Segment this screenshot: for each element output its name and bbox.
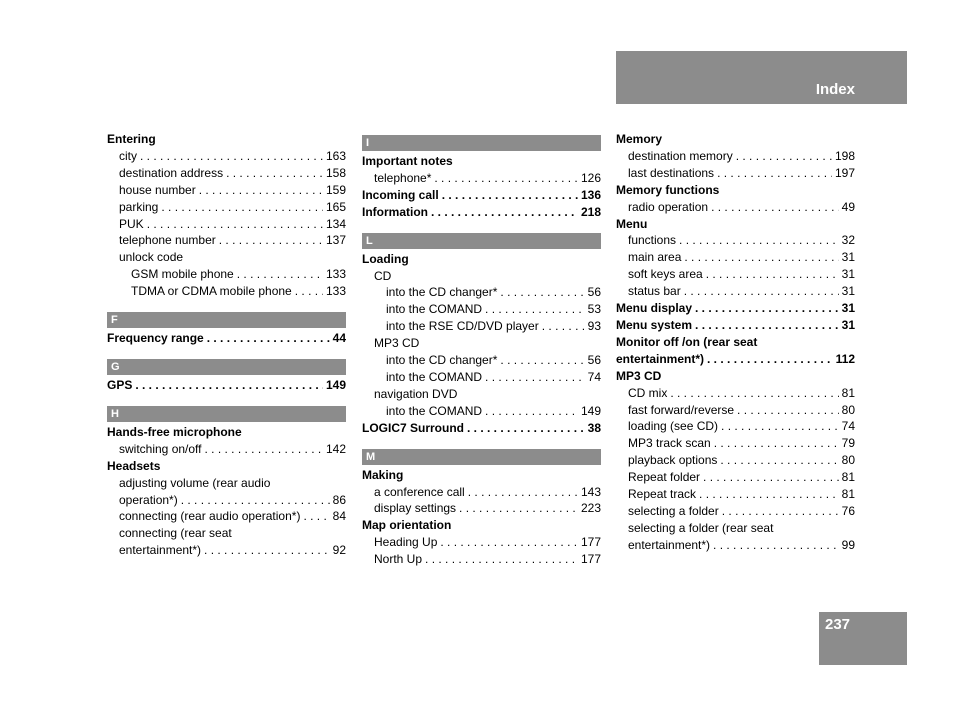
entry-text: LOGIC7 Surround <box>362 420 464 435</box>
entry-text: North Up <box>374 552 423 567</box>
index-subentry <box>616 418 855 435</box>
entry-text: Loading <box>362 251 409 266</box>
entry-text: parking <box>119 199 159 214</box>
page-number: 237 <box>825 616 851 633</box>
entry-text: switching on/off <box>119 441 202 456</box>
index-subentry <box>362 335 601 352</box>
entry-text: MP3 CD <box>616 368 662 383</box>
entry-page-number: 158 <box>325 165 346 180</box>
index-entry-heading <box>362 420 601 437</box>
index-column-3 <box>616 131 855 554</box>
dot-leader <box>295 283 323 300</box>
dot-leader <box>721 418 839 435</box>
index-subentry <box>107 525 346 542</box>
entry-page-number: 56 <box>587 285 601 300</box>
entry-text: Entering <box>107 132 156 146</box>
entry-text: Incoming call <box>362 187 439 202</box>
index-entry-heading <box>616 317 855 334</box>
entry-page-number: 84 <box>332 509 346 524</box>
entry-text: Menu system <box>616 317 693 332</box>
dot-leader <box>500 352 584 369</box>
dot-leader <box>434 170 578 187</box>
entry-page-number: 86 <box>332 492 346 507</box>
dot-leader <box>711 199 839 216</box>
index-subentry <box>616 537 855 554</box>
index-subentry <box>362 170 601 187</box>
index-entry-heading <box>362 251 601 268</box>
dot-leader <box>713 537 839 554</box>
entry-text: into the CD changer* <box>386 353 498 368</box>
entry-page-number: 56 <box>587 353 601 368</box>
entry-text: status bar <box>628 284 681 299</box>
entry-page-number: 31 <box>841 317 855 332</box>
entry-text: main area <box>628 250 682 265</box>
entry-text: destination address <box>119 165 224 180</box>
dot-leader <box>440 534 578 551</box>
dot-leader <box>699 486 839 503</box>
entry-text: MP3 CD <box>374 336 420 351</box>
entry-page-number: 53 <box>587 302 601 317</box>
index-subentry <box>107 182 346 199</box>
index-entry-heading <box>616 216 855 233</box>
dot-leader <box>303 508 329 525</box>
index-entry-heading <box>616 131 855 148</box>
entry-text: telephone* <box>374 170 432 185</box>
entry-text: Frequency range <box>107 331 204 346</box>
index-entry-heading <box>616 334 855 351</box>
dot-leader <box>670 385 838 402</box>
index-subentry <box>362 318 601 335</box>
entry-text: Information <box>362 204 428 219</box>
dot-leader <box>707 351 833 368</box>
entry-page-number: 165 <box>325 199 346 214</box>
entry-page-number: 80 <box>841 402 855 417</box>
index-subentry <box>616 452 855 469</box>
entry-page-number: 44 <box>332 331 346 346</box>
entry-text: unlock code <box>119 250 184 265</box>
entry-page-number: 81 <box>841 470 855 485</box>
index-subentry <box>107 232 346 249</box>
entry-text: display settings <box>374 501 457 516</box>
dot-leader <box>736 148 832 165</box>
entry-text: Map orientation <box>362 518 452 533</box>
entry-page-number: 74 <box>587 369 601 384</box>
index-subentry <box>616 165 855 182</box>
dot-leader <box>140 148 323 165</box>
dot-leader <box>467 420 585 437</box>
entry-page-number: 134 <box>325 216 346 231</box>
entry-text: connecting (rear audio operation*) <box>119 509 301 524</box>
entry-text: Menu <box>616 216 648 231</box>
dot-leader <box>695 317 839 334</box>
entry-text: last destinations <box>628 165 715 180</box>
section-letter-bar: F <box>107 312 346 328</box>
entry-text: Monitor off /on (rear seat <box>616 334 758 349</box>
entry-page-number: 76 <box>841 503 855 518</box>
entry-text: into the RSE CD/DVD player <box>386 319 539 334</box>
entry-page-number: 177 <box>580 535 601 550</box>
entry-text: navigation DVD <box>374 386 458 401</box>
index-subentry <box>107 283 346 300</box>
entry-text: into the COMAND <box>386 302 483 317</box>
entry-text: soft keys area <box>628 267 703 282</box>
entry-text: into the COMAND <box>386 403 483 418</box>
dot-leader <box>720 452 838 469</box>
index-entry-heading <box>107 330 346 347</box>
dot-leader <box>714 435 839 452</box>
index-subentry <box>107 199 346 216</box>
entry-text: Menu display <box>616 301 693 316</box>
entry-page-number: 31 <box>841 301 855 316</box>
entry-page-number: 81 <box>841 487 855 502</box>
entry-page-number: 74 <box>841 419 855 434</box>
entry-text: operation*) <box>119 492 178 507</box>
index-subentry <box>616 402 855 419</box>
entry-page-number: 223 <box>580 501 601 516</box>
entry-text: fast forward/reverse <box>628 402 735 417</box>
dot-leader <box>684 283 839 300</box>
entry-page-number: 126 <box>580 170 601 185</box>
index-entry-heading <box>362 187 601 204</box>
dot-leader <box>199 182 323 199</box>
entry-text: GPS <box>107 377 133 392</box>
entry-page-number: 198 <box>834 148 855 163</box>
entry-text: into the COMAND <box>386 369 483 384</box>
entry-text: Memory <box>616 132 663 146</box>
dot-leader <box>181 492 330 509</box>
dot-leader <box>500 284 584 301</box>
dot-leader <box>695 300 839 317</box>
entry-page-number: 31 <box>841 284 855 299</box>
index-column-1 <box>107 131 346 559</box>
entry-page-number: 80 <box>841 453 855 468</box>
entry-page-number: 133 <box>325 267 346 282</box>
entry-text: GSM mobile phone <box>131 267 234 282</box>
entry-page-number: 31 <box>841 250 855 265</box>
entry-page-number: 112 <box>835 351 855 366</box>
entry-page-number: 133 <box>325 284 346 299</box>
index-subentry <box>107 508 346 525</box>
index-entry-heading <box>107 377 346 394</box>
dot-leader <box>717 165 832 182</box>
index-subentry <box>616 283 855 300</box>
index-subentry <box>362 301 601 318</box>
index-subentry <box>362 403 601 420</box>
entry-text: destination memory <box>628 148 733 163</box>
entry-text: into the CD changer* <box>386 285 498 300</box>
entry-page-number: 149 <box>325 377 346 392</box>
section-letter-bar: M <box>362 449 601 465</box>
dot-leader <box>468 484 578 501</box>
index-entry-heading <box>107 131 346 148</box>
entry-text: telephone number <box>119 233 216 248</box>
entry-page-number: 136 <box>580 187 601 202</box>
index-subentry <box>362 484 601 501</box>
entry-page-number: 159 <box>325 182 346 197</box>
dot-leader <box>205 441 323 458</box>
index-subentry <box>362 268 601 285</box>
entry-page-number: 137 <box>325 233 346 248</box>
dot-leader <box>161 199 323 216</box>
dot-leader <box>684 249 838 266</box>
index-subentry <box>362 551 601 568</box>
dot-leader <box>706 266 839 283</box>
entry-text: MP3 track scan <box>628 436 711 451</box>
dot-leader <box>207 330 330 347</box>
entry-text: CD mix <box>628 385 668 400</box>
index-entry-heading <box>362 204 601 221</box>
entry-page-number: 218 <box>580 204 601 219</box>
dot-leader <box>219 232 323 249</box>
index-subentry <box>616 469 855 486</box>
entry-text: connecting (rear seat <box>119 526 232 541</box>
entry-page-number: 99 <box>841 537 855 552</box>
dot-leader <box>485 369 585 386</box>
index-subentry <box>107 266 346 283</box>
entry-text: Important notes <box>362 154 453 168</box>
entry-text: adjusting volume (rear audio <box>119 475 271 490</box>
index-entry-heading <box>107 424 346 441</box>
index-entry-heading <box>616 182 855 199</box>
entry-text: functions <box>628 233 677 248</box>
entry-text: city <box>119 148 137 163</box>
index-column-2 <box>362 131 601 568</box>
entry-page-number: 92 <box>332 543 346 558</box>
entry-text: house number <box>119 182 196 197</box>
dot-leader <box>485 301 585 318</box>
dot-leader <box>147 216 323 233</box>
entry-text: Headsets <box>107 458 161 473</box>
entry-page-number: 32 <box>841 233 855 248</box>
index-entry-heading <box>616 368 855 385</box>
index-entry-heading <box>107 458 346 475</box>
index-entry-heading <box>616 300 855 317</box>
entry-page-number: 142 <box>325 441 346 456</box>
section-letter-bar: I <box>362 135 601 151</box>
index-entry-heading <box>616 351 855 368</box>
index-subentry <box>107 441 346 458</box>
section-letter-bar: H <box>107 406 346 422</box>
index-subentry <box>616 249 855 266</box>
index-subentry <box>616 503 855 520</box>
index-subentry <box>616 435 855 452</box>
index-subentry <box>616 520 855 537</box>
entry-page-number: 81 <box>841 385 855 400</box>
dot-leader <box>459 500 578 517</box>
entry-page-number: 31 <box>841 267 855 282</box>
entry-text: Repeat track <box>628 487 697 502</box>
entry-text: a conference call <box>374 484 465 499</box>
index-header-box <box>616 51 907 104</box>
index-subentry <box>616 385 855 402</box>
index-subentry <box>107 542 346 559</box>
index-subentry <box>362 386 601 403</box>
entry-text: Hands-free microphone <box>107 424 242 439</box>
entry-page-number: 49 <box>841 199 855 214</box>
entry-text: Making <box>362 467 404 482</box>
page-number-box <box>819 612 907 665</box>
index-subentry <box>107 148 346 165</box>
dot-leader <box>226 165 323 182</box>
index-subentry <box>616 232 855 249</box>
index-subentry <box>107 216 346 233</box>
index-subentry <box>362 369 601 386</box>
index-subentry <box>362 500 601 517</box>
index-subentry <box>362 534 601 551</box>
entry-text: Heading Up <box>374 535 438 550</box>
dot-leader <box>135 377 323 394</box>
entry-text: playback options <box>628 453 718 468</box>
entry-text: entertainment*) <box>616 351 705 366</box>
entry-page-number: 197 <box>834 165 855 180</box>
dot-leader <box>204 542 330 559</box>
entry-page-number: 177 <box>580 552 601 567</box>
section-letter-bar: L <box>362 233 601 249</box>
entry-text: radio operation <box>628 199 709 214</box>
dot-leader <box>679 232 839 249</box>
dot-leader <box>431 204 578 221</box>
entry-text: selecting a folder (rear seat <box>628 520 774 535</box>
entry-page-number: 38 <box>587 420 601 435</box>
dot-leader <box>237 266 323 283</box>
index-entry-heading <box>362 467 601 484</box>
entry-page-number: 79 <box>841 436 855 451</box>
index-subentry <box>107 165 346 182</box>
index-subentry <box>362 352 601 369</box>
index-subentry <box>362 284 601 301</box>
entry-text: loading (see CD) <box>628 419 719 434</box>
index-title: Index <box>815 81 855 98</box>
entry-text: entertainment*) <box>628 537 711 552</box>
index-subentry <box>616 486 855 503</box>
entry-text: Repeat folder <box>628 470 701 485</box>
entry-text: TDMA or CDMA mobile phone <box>131 284 292 299</box>
entry-page-number: 143 <box>580 484 601 499</box>
index-subentry <box>107 249 346 266</box>
index-subentry <box>616 148 855 165</box>
entry-text: Memory functions <box>616 182 720 197</box>
section-letter-bar: G <box>107 359 346 375</box>
index-entry-heading <box>362 153 601 170</box>
index-subentry <box>107 475 346 492</box>
index-subentry <box>616 266 855 283</box>
dot-leader <box>442 187 578 204</box>
dot-leader <box>703 469 839 486</box>
dot-leader <box>722 503 839 520</box>
dot-leader <box>542 318 585 335</box>
entry-text: entertainment*) <box>119 543 202 558</box>
dot-leader <box>425 551 578 568</box>
entry-page-number: 93 <box>587 319 601 334</box>
index-entry-heading <box>362 517 601 534</box>
index-subentry <box>107 492 346 509</box>
dot-leader <box>485 403 578 420</box>
index-subentry <box>616 199 855 216</box>
dot-leader <box>737 402 839 419</box>
entry-page-number: 149 <box>580 403 601 418</box>
entry-text: CD <box>374 268 392 283</box>
entry-page-number: 163 <box>325 148 346 163</box>
entry-text: PUK <box>119 216 144 231</box>
entry-text: selecting a folder <box>628 503 719 518</box>
